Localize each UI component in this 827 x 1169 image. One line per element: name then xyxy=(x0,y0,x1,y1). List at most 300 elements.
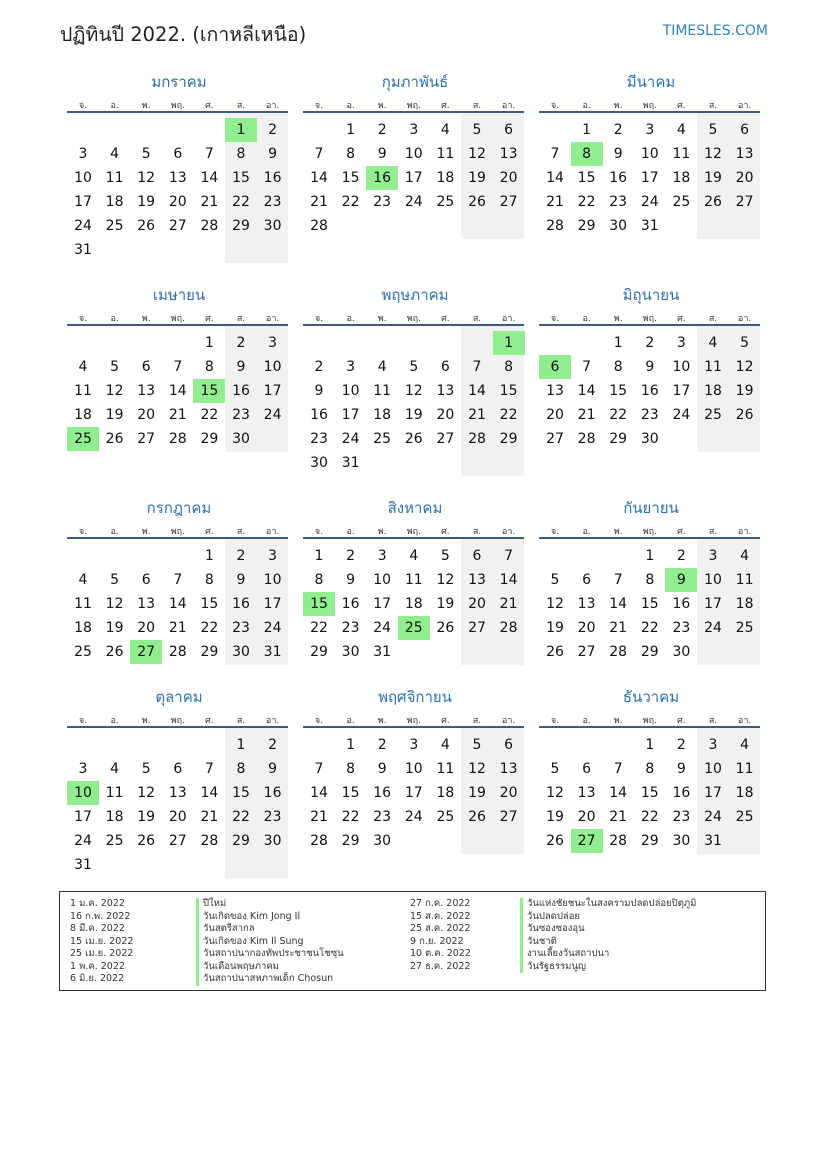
day-cell: 19 xyxy=(546,809,564,825)
day-cell: 31 xyxy=(373,644,392,660)
day-cell: 24 xyxy=(74,218,92,234)
day-cell: 18 xyxy=(735,596,754,612)
day-cell: 11 xyxy=(105,785,124,801)
month-title: กุมภาพันธ์ xyxy=(381,73,449,91)
day-cell: 31 xyxy=(74,242,92,258)
day-cell: 20 xyxy=(168,809,187,825)
day-cell: 2 xyxy=(676,548,686,564)
weekday-label: ศ. xyxy=(205,101,214,111)
day-cell: 7 xyxy=(314,761,324,777)
day-cell: 3 xyxy=(268,335,278,351)
day-cell: 8 xyxy=(236,761,246,777)
day-cell: 22 xyxy=(341,194,360,210)
day-cell: 29 xyxy=(609,431,628,447)
day-cell: 16 xyxy=(341,596,360,612)
day-cell: 19 xyxy=(436,596,455,612)
day-cell: 3 xyxy=(409,122,419,138)
day-cell: 16 xyxy=(373,785,392,801)
weekday-label: อ. xyxy=(582,716,591,726)
day-cell: 1 xyxy=(204,548,214,564)
day-cell: 23 xyxy=(232,407,250,423)
day-cell: 30 xyxy=(232,644,250,660)
day-cell: 10 xyxy=(373,572,392,588)
weekday-label: จ. xyxy=(78,314,88,324)
day-cell: 3 xyxy=(708,548,718,564)
day-cell: 9 xyxy=(268,761,278,777)
day-cell: 23 xyxy=(310,431,328,447)
weekday-label: อ. xyxy=(110,527,119,537)
holiday-day-cell: 15 xyxy=(303,592,335,616)
day-cell: 17 xyxy=(704,785,722,801)
day-cell: 14 xyxy=(168,383,187,399)
day-cell: 28 xyxy=(310,218,328,234)
day-cell: 24 xyxy=(404,194,423,210)
day-cell: 10 xyxy=(404,761,423,777)
weekday-label: พ. xyxy=(377,716,387,726)
day-cell: 28 xyxy=(609,833,628,849)
day-cell: 15 xyxy=(640,785,659,801)
legend-holiday-name: วันแห่งชัยชนะในสงครามปลดปล่อยปิตุภูมิ xyxy=(520,898,696,911)
weekday-label: จ. xyxy=(314,716,324,726)
day-cell: 23 xyxy=(263,809,282,825)
legend-holiday-name: วันสตรีสากล xyxy=(196,923,344,936)
day-cell: 20 xyxy=(499,785,518,801)
day-cell: 24 xyxy=(672,407,691,423)
weekday-label: อา. xyxy=(737,527,752,537)
day-cell: 21 xyxy=(168,620,187,636)
day-cell: 28 xyxy=(499,620,518,636)
weekday-label: พฤ. xyxy=(642,101,657,111)
weekday-label: จ. xyxy=(78,527,88,537)
day-cell: 22 xyxy=(310,620,328,636)
day-cell: 2 xyxy=(613,122,623,138)
day-cell: 5 xyxy=(472,737,482,753)
day-cell: 5 xyxy=(110,572,120,588)
day-cell: 8 xyxy=(236,146,246,162)
day-cell: 22 xyxy=(577,194,596,210)
day-cell: 4 xyxy=(740,737,750,753)
day-cell: 7 xyxy=(204,146,214,162)
day-cell: 13 xyxy=(137,596,156,612)
day-cell: 19 xyxy=(404,407,423,423)
day-cell: 25 xyxy=(735,809,754,825)
day-cell: 18 xyxy=(436,785,455,801)
weekday-label: พฤ. xyxy=(406,527,421,537)
day-cell: 26 xyxy=(137,218,156,234)
legend-date: 1 พ.ค. 2022 xyxy=(70,960,125,972)
month-title: มกราคม xyxy=(151,73,207,91)
day-cell: 7 xyxy=(472,359,482,375)
day-cell: 3 xyxy=(78,146,88,162)
holiday-day-cell: 8 xyxy=(571,142,603,166)
weekday-label: ส. xyxy=(472,527,482,537)
legend-holiday-name: ปีใหม่ xyxy=(196,898,344,911)
day-cell: 29 xyxy=(640,644,659,660)
holiday-day-cell: 15 xyxy=(193,379,225,403)
weekday-label: ส. xyxy=(708,716,718,726)
weekday-label: อ. xyxy=(110,101,119,111)
day-cell: 31 xyxy=(263,644,282,660)
day-cell: 24 xyxy=(263,620,282,636)
day-cell: 7 xyxy=(314,146,324,162)
day-cell: 6 xyxy=(440,359,450,375)
day-cell: 26 xyxy=(735,407,754,423)
day-cell: 20 xyxy=(577,809,596,825)
day-cell: 5 xyxy=(740,335,750,351)
day-cell: 26 xyxy=(704,194,722,210)
day-cell: 12 xyxy=(735,359,754,375)
day-cell: 2 xyxy=(236,548,246,564)
day-cell: 22 xyxy=(232,809,250,825)
day-cell: 27 xyxy=(468,620,486,636)
day-cell: 8 xyxy=(645,761,655,777)
legend-date: 25 เม.ย. 2022 xyxy=(70,948,134,959)
day-cell: 16 xyxy=(672,785,691,801)
day-cell: 10 xyxy=(404,146,423,162)
weekday-label: พฤ. xyxy=(642,527,657,537)
legend-date: 27 ก.ค. 2022 xyxy=(410,898,471,909)
day-cell: 1 xyxy=(236,737,246,753)
day-cell: 16 xyxy=(672,596,691,612)
weekday-label: ส. xyxy=(236,101,246,111)
legend-date: 10 ต.ค. 2022 xyxy=(410,948,471,959)
day-cell: 13 xyxy=(168,170,187,186)
day-cell: 17 xyxy=(672,383,691,399)
day-cell: 27 xyxy=(577,644,596,660)
day-cell: 5 xyxy=(110,359,120,375)
day-cell: 13 xyxy=(546,383,564,399)
weekday-label: พฤ. xyxy=(170,101,185,111)
weekday-label: พฤ. xyxy=(170,716,185,726)
weekday-label: จ. xyxy=(78,716,88,726)
day-cell: 3 xyxy=(268,548,278,564)
day-cell: 21 xyxy=(609,620,628,636)
day-cell: 27 xyxy=(137,431,156,447)
day-cell: 11 xyxy=(704,359,722,375)
month-title: พฤษภาคม xyxy=(381,286,449,304)
day-cell: 10 xyxy=(704,572,722,588)
weekday-label: ส. xyxy=(708,527,718,537)
legend-date: 27 ธ.ค. 2022 xyxy=(410,960,471,972)
month-title: กันยายน xyxy=(623,499,679,517)
day-cell: 21 xyxy=(168,407,187,423)
weekday-label: อา. xyxy=(501,101,516,111)
day-cell: 4 xyxy=(409,548,419,564)
day-cell: 16 xyxy=(232,383,250,399)
day-cell: 2 xyxy=(236,335,246,351)
day-cell: 8 xyxy=(204,359,214,375)
day-cell: 19 xyxy=(105,620,124,636)
day-cell: 23 xyxy=(609,194,628,210)
day-cell: 12 xyxy=(105,383,124,399)
day-cell: 14 xyxy=(609,596,628,612)
weekday-label: พฤ. xyxy=(406,314,421,324)
weekday-label: จ. xyxy=(314,527,324,537)
page-title: ปฏิทินปี 2022. (เกาหลีเหนือ) xyxy=(60,23,307,46)
weekday-label: พ. xyxy=(141,314,151,324)
day-cell: 3 xyxy=(676,335,686,351)
day-cell: 13 xyxy=(499,146,518,162)
weekday-label: ศ. xyxy=(677,716,686,726)
day-cell: 27 xyxy=(436,431,455,447)
weekday-label: ส. xyxy=(236,527,246,537)
weekday-label: ศ. xyxy=(441,101,450,111)
day-cell: 16 xyxy=(310,407,328,423)
weekday-label: พ. xyxy=(613,101,623,111)
weekday-label: พฤ. xyxy=(406,101,421,111)
day-cell: 24 xyxy=(74,833,92,849)
day-cell: 19 xyxy=(704,170,722,186)
day-cell: 4 xyxy=(676,122,686,138)
weekday-label: ศ. xyxy=(441,716,450,726)
weekday-label: ศ. xyxy=(205,527,214,537)
day-cell: 14 xyxy=(468,383,486,399)
day-cell: 9 xyxy=(236,572,246,588)
day-cell: 7 xyxy=(613,761,623,777)
day-cell: 2 xyxy=(377,737,387,753)
legend-holiday-name: วันเดือนพฤษภาคม xyxy=(196,961,344,974)
day-cell: 19 xyxy=(735,383,754,399)
weekday-label: ส. xyxy=(236,716,246,726)
weekday-label: ศ. xyxy=(677,314,686,324)
weekday-label: พ. xyxy=(377,101,387,111)
weekday-label: ศ. xyxy=(441,527,450,537)
day-cell: 4 xyxy=(78,359,88,375)
day-cell: 9 xyxy=(676,761,686,777)
weekday-label: พ. xyxy=(377,314,387,324)
day-cell: 30 xyxy=(341,644,360,660)
weekday-label: ศ. xyxy=(677,527,686,537)
day-cell: 22 xyxy=(200,620,219,636)
day-cell: 26 xyxy=(436,620,455,636)
weekday-label: จ. xyxy=(550,527,560,537)
day-cell: 12 xyxy=(137,785,156,801)
weekday-label: พ. xyxy=(613,716,623,726)
weekday-label: อ. xyxy=(110,716,119,726)
day-cell: 16 xyxy=(609,170,628,186)
day-cell: 14 xyxy=(200,170,219,186)
day-cell: 11 xyxy=(735,572,754,588)
day-cell: 7 xyxy=(550,146,560,162)
day-cell: 23 xyxy=(640,407,659,423)
day-cell: 23 xyxy=(672,809,691,825)
day-cell: 6 xyxy=(173,761,183,777)
weekday-label: พ. xyxy=(613,314,623,324)
weekday-label: พฤ. xyxy=(642,314,657,324)
day-cell: 15 xyxy=(499,383,518,399)
day-cell: 27 xyxy=(546,431,564,447)
day-cell: 21 xyxy=(499,596,518,612)
day-cell: 12 xyxy=(704,146,722,162)
weekday-label: ส. xyxy=(708,314,718,324)
day-cell: 24 xyxy=(404,809,423,825)
day-cell: 13 xyxy=(577,785,596,801)
day-cell: 23 xyxy=(263,194,282,210)
legend-holiday-name: งานเลี้ยงวันสถาปนา xyxy=(520,948,696,961)
day-cell: 1 xyxy=(645,548,655,564)
day-cell: 17 xyxy=(341,407,360,423)
day-cell: 9 xyxy=(268,146,278,162)
day-cell: 28 xyxy=(577,431,596,447)
day-cell: 22 xyxy=(200,407,219,423)
day-cell: 17 xyxy=(404,170,423,186)
day-cell: 24 xyxy=(704,809,722,825)
day-cell: 25 xyxy=(672,194,691,210)
legend-date: 25 ส.ค. 2022 xyxy=(410,923,471,934)
day-cell: 31 xyxy=(341,455,360,471)
legend-left-names xyxy=(196,898,344,986)
day-cell: 7 xyxy=(173,359,183,375)
weekday-label: พฤ. xyxy=(406,716,421,726)
weekday-label: ส. xyxy=(236,314,246,324)
weekday-label: อ. xyxy=(346,101,355,111)
day-cell: 8 xyxy=(346,146,356,162)
day-cell: 18 xyxy=(373,407,392,423)
weekday-label: อ. xyxy=(346,314,355,324)
day-cell: 20 xyxy=(137,407,156,423)
day-cell: 15 xyxy=(341,170,360,186)
day-cell: 12 xyxy=(404,383,423,399)
weekday-label: ส. xyxy=(472,101,482,111)
day-cell: 20 xyxy=(546,407,564,423)
day-cell: 30 xyxy=(609,218,628,234)
day-cell: 30 xyxy=(232,431,250,447)
day-cell: 3 xyxy=(708,737,718,753)
day-cell: 23 xyxy=(373,194,392,210)
day-cell: 4 xyxy=(440,122,450,138)
day-cell: 4 xyxy=(440,737,450,753)
day-cell: 19 xyxy=(137,194,156,210)
weekday-label: อ. xyxy=(582,101,591,111)
month-title: กรกฎาคม xyxy=(146,499,212,517)
day-cell: 21 xyxy=(310,809,328,825)
weekday-label: ศ. xyxy=(205,314,214,324)
day-cell: 18 xyxy=(704,383,722,399)
day-cell: 30 xyxy=(373,833,392,849)
day-cell: 15 xyxy=(577,170,596,186)
month-title: พฤศจิกายน xyxy=(378,688,452,706)
holiday-legend xyxy=(59,891,766,991)
day-cell: 4 xyxy=(708,335,718,351)
day-cell: 27 xyxy=(168,833,187,849)
weekday-label: พ. xyxy=(377,527,387,537)
day-cell: 15 xyxy=(200,596,219,612)
day-cell: 29 xyxy=(499,431,518,447)
day-cell: 28 xyxy=(168,431,187,447)
day-cell: 12 xyxy=(546,596,564,612)
day-cell: 30 xyxy=(263,833,282,849)
day-cell: 10 xyxy=(263,359,282,375)
day-cell: 11 xyxy=(735,761,754,777)
day-cell: 20 xyxy=(137,620,156,636)
day-cell: 28 xyxy=(468,431,486,447)
legend-right-dates xyxy=(410,898,471,973)
day-cell: 18 xyxy=(74,620,92,636)
legend-date: 9 ก.ย. 2022 xyxy=(410,935,464,947)
day-cell: 30 xyxy=(263,218,282,234)
legend-holiday-name: วันชาติ xyxy=(520,936,696,949)
day-cell: 10 xyxy=(704,761,722,777)
day-cell: 15 xyxy=(232,785,250,801)
day-cell: 25 xyxy=(704,407,722,423)
weekday-label: พ. xyxy=(141,527,151,537)
day-cell: 4 xyxy=(377,359,387,375)
day-cell: 25 xyxy=(436,194,455,210)
day-cell: 19 xyxy=(468,785,486,801)
day-cell: 18 xyxy=(404,596,423,612)
day-cell: 4 xyxy=(740,548,750,564)
legend-holiday-name: วันเกิดของ Kim Il Sung xyxy=(196,936,344,949)
day-cell: 14 xyxy=(310,785,328,801)
holiday-day-cell: 1 xyxy=(493,331,525,355)
day-cell: 8 xyxy=(613,359,623,375)
weekday-label: อา. xyxy=(737,101,752,111)
day-cell: 20 xyxy=(499,170,518,186)
day-cell: 26 xyxy=(468,194,486,210)
site-link[interactable]: TIMESLES.COM xyxy=(662,23,768,39)
day-cell: 2 xyxy=(346,548,356,564)
day-cell: 31 xyxy=(640,218,659,234)
day-cell: 8 xyxy=(504,359,514,375)
day-cell: 21 xyxy=(609,809,628,825)
day-cell: 28 xyxy=(609,644,628,660)
day-cell: 19 xyxy=(468,170,486,186)
day-cell: 11 xyxy=(74,383,92,399)
day-cell: 26 xyxy=(468,809,486,825)
day-cell: 16 xyxy=(640,383,659,399)
day-cell: 2 xyxy=(676,737,686,753)
weekday-label: อา. xyxy=(737,314,752,324)
day-cell: 5 xyxy=(141,146,151,162)
day-cell: 9 xyxy=(314,383,324,399)
month-title: มีนาคม xyxy=(626,73,676,91)
day-cell: 21 xyxy=(310,194,328,210)
day-cell: 14 xyxy=(168,596,187,612)
day-cell: 9 xyxy=(346,572,356,588)
day-cell: 19 xyxy=(137,809,156,825)
day-cell: 6 xyxy=(472,548,482,564)
weekday-label: จ. xyxy=(550,314,560,324)
day-cell: 30 xyxy=(310,455,328,471)
day-cell: 7 xyxy=(504,548,514,564)
day-cell: 28 xyxy=(310,833,328,849)
day-cell: 3 xyxy=(645,122,655,138)
day-cell: 10 xyxy=(74,170,92,186)
day-cell: 31 xyxy=(704,833,722,849)
legend-left-dates xyxy=(70,898,133,986)
day-cell: 15 xyxy=(341,785,360,801)
day-cell: 17 xyxy=(373,596,392,612)
day-cell: 17 xyxy=(704,596,722,612)
day-cell: 28 xyxy=(546,218,564,234)
day-cell: 11 xyxy=(105,170,124,186)
weekday-label: พฤ. xyxy=(642,716,657,726)
day-cell: 14 xyxy=(546,170,564,186)
day-cell: 7 xyxy=(613,572,623,588)
day-cell: 1 xyxy=(346,737,356,753)
day-cell: 16 xyxy=(232,596,250,612)
holiday-day-cell: 25 xyxy=(67,427,99,451)
day-cell: 13 xyxy=(137,383,156,399)
day-cell: 4 xyxy=(110,146,120,162)
day-cell: 13 xyxy=(735,146,754,162)
day-cell: 22 xyxy=(609,407,628,423)
day-cell: 27 xyxy=(499,809,518,825)
day-cell: 1 xyxy=(346,122,356,138)
weekday-label: พ. xyxy=(141,716,151,726)
day-cell: 22 xyxy=(499,407,518,423)
day-cell: 19 xyxy=(546,620,564,636)
